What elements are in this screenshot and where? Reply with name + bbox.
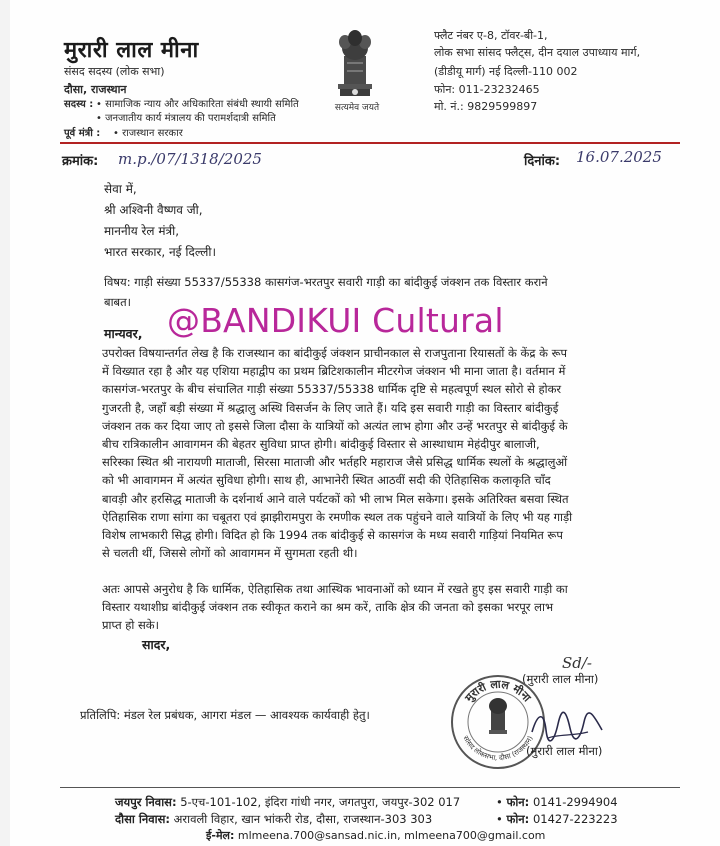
body-line: जंक्शन तक कर दिया जाए तो इससे जिला दौसा के यात्रियों को अत्यंत लाभ होगा और उन्हें भरतपुर से बांदीकुई के [102, 418, 568, 433]
subject-line: बाबत। [104, 295, 132, 309]
dausa-address: अरावली विहार, खान भांकरी रोड, दौसा, राजस्थान-303 303 [173, 812, 433, 826]
request-line: प्राप्त हो सके। [102, 618, 159, 633]
jaipur-address: 5-एच-101-102, इंदिरा गांधी नगर, जगतपुरा, जयपुर-302 017 [180, 795, 461, 809]
salutation: मान्यवर, [104, 326, 143, 341]
emblem-motto: सत्यमेव जयते [334, 103, 380, 113]
bullet-icon: • [496, 812, 503, 826]
footer-jaipur [115, 795, 460, 810]
body-line: कासगंज-भरतपुर के बीच संचालित गाड़ी संख्या 55337/55338 धार्मिक दृष्टि से महत्वपूर्ण स्थल सोरो से होकर [102, 382, 562, 397]
address-mobile: मो. नं.: 9829599897 [434, 100, 538, 113]
membership-2: • जनजातीय कार्य मंत्रालय की परामर्शदात्री समिति [96, 113, 276, 124]
former-minister: • राजस्थान सरकार [113, 128, 183, 139]
recipient-line: माननीय रेल मंत्री, [104, 224, 180, 238]
recipient-line: सेवा में, [104, 182, 137, 196]
address-line-1: फ्लैट नंबर ए-8, टॉवर-बी-1, [434, 29, 548, 42]
body-line: विशेष लाभकारी सिद्ध होगी। विदित हो कि 1994 तक बांदीकुई से कासगंज के मध्य सवारी गाड़ियां नियमित रूप [102, 528, 563, 543]
body-line: ऐतिहासिक राणा सांगा का चबूतरा एवं झाझीरामपुरा के रमणीक स्थल तक पहुंचने वाले यात्रियों के लिए भी यह गाड़ी [102, 509, 573, 524]
footer-dausa-phone [496, 812, 618, 827]
body-line: से चलती थीं, जिससे लोगों को आवागमन में सुगमता रहती थी। [102, 546, 358, 561]
email-address[interactable]: mlmeena.700@sansad.nic.in, mlmeena700@gmail.com [237, 829, 546, 842]
jaipur-label: जयपुर निवास: [115, 795, 177, 809]
body-line: उपरोक्त विषयान्तर्गत लेख है कि राजस्थान का बांदीकुई जंक्शन प्राचीनकाल से राजपुताना रियासतों के केंद्र के रूप [102, 346, 568, 360]
handwritten-signature [528, 702, 608, 750]
signatory-name-top: (मुरारी लाल मीना) [522, 672, 599, 686]
header-rule [60, 142, 680, 144]
sd-mark: Sd/- [562, 654, 592, 672]
kramank-label: क्रमांक: [62, 154, 99, 169]
body-line: बीच रात्रिकालीन आवागमन की बेहतर सुविधा प्राप्त होगी। बांदीकुई विस्तार से आस्थाधाम मेहंदीपुर बालाजी, [102, 437, 540, 452]
footer-rule [60, 787, 680, 788]
request-line: अतः आपसे अनुरोध है कि धार्मिक, ऐतिहासिक तथा आस्थिक भावनाओं को ध्यान में रखते हुए इस सवारी गाड़ी का [102, 582, 568, 596]
subject-line: विषय: गाड़ी संख्या 55337/55338 कासगंज-भरतपुर सवारी गाड़ी का बांदीकुई जंक्शन तक विस्तार कराने [104, 275, 548, 289]
bullet-icon: • [496, 795, 503, 809]
body-line: गुजरती है, जहाँ बड़ी संख्या में श्रद्धालु अस्थि विसर्जन के लिए जाते हैं। यदि इस सवारी गाड़ी का विस्तार बांदीकुई [102, 400, 559, 415]
closing: सादर, [142, 637, 171, 652]
body-line: को भी आवागमन में अत्यंत सुविधा होगी। साथ ही, आभानेरी स्थित आठवीं सदी की ऐतिहासिक कलाकृति चाँद [102, 473, 551, 488]
body-line: सरिस्का स्थित श्री नारायणी माताजी, सिरसा माताजी और भर्तहरि महाराज जैसे प्रसिद्ध धार्मिक स्थलों के श्रद्धालुओं [102, 455, 568, 470]
seal-ring-top: मुरारी लाल मीना [462, 677, 534, 705]
footer-dausa [115, 812, 432, 827]
copy-to: प्रतिलिपि: मंडल रेल प्रबंधक, आगरा मंडल — आवश्यक कार्यवाही हेतु। [80, 708, 370, 722]
recipient-line: श्री अश्विनी वैष्णव जी, [104, 203, 203, 217]
jaipur-phone: 0141-2994904 [532, 795, 618, 809]
address-phone: फोन: 011-23232465 [434, 83, 540, 96]
request-paragraph [102, 580, 638, 635]
request-line: विस्तार यथाशीघ्र बांदीकुई जंक्शन तक स्वीकृत कराने का श्रम करें, ताकि क्षेत्र की जनता को इसका भरपूर लाभ [102, 600, 554, 615]
designation: संसद सदस्य (लोक सभा) [64, 65, 165, 78]
mp-name: मुरारी लाल मीना [64, 38, 199, 63]
membership-1: • सामाजिक न्याय और अधिकारिता संबंधी स्थायी समिति [96, 99, 299, 110]
seal-ring-bottom: सांसद लोकसभा, दौसा (राजस्थान) [461, 734, 535, 763]
former-label: पूर्व मंत्री : [64, 128, 101, 139]
kramank-value: m.p./07/1318/2025 [118, 150, 262, 168]
recipient-line: भारत सरकार, नई दिल्ली। [104, 245, 217, 259]
dausa-phone: 01427-223223 [532, 812, 618, 826]
seal-emblem-icon [489, 698, 507, 734]
address-line-3: (डीडीयू मार्ग) नई दिल्ली-110 002 [434, 65, 578, 78]
jaipur-phone-label: फोन: [506, 795, 530, 809]
footer-email [206, 828, 545, 843]
dinank-value: 16.07.2025 [576, 148, 662, 166]
dausa-phone-label: फोन: [506, 812, 530, 826]
body-line: बावड़ी और हरसिद्ध माताजी के दर्शनार्थ आने वाले पर्यटकों को भी लाभ मिल सकेगा। इसके अतिरिक्त बसवा स्थित [102, 491, 569, 506]
footer-jaipur-phone [496, 795, 618, 810]
national-emblem-icon [330, 26, 380, 104]
dausa-label: दौसा निवास: [115, 812, 170, 826]
email-label: ई-मेल: [206, 829, 235, 842]
constituency: दौसा, राजस्थान [64, 83, 127, 96]
address-line-2: लोक सभा सांसद फ्लैट्स, दीन दयाल उपाध्याय मार्ग, [434, 46, 641, 59]
dinank-label: दिनांक: [524, 154, 561, 169]
body-line: में विख्यात रहा है और यह एशिया महाद्वीप का प्रथम ब्रिटिशकालीन मीटरगेज जंक्शन भी माना जाता है। वर्तमान में [102, 364, 566, 379]
member-label: सदस्य : [64, 99, 94, 110]
body-paragraph [102, 344, 638, 562]
watermark-text: @BANDIKUI Cultural [167, 301, 504, 340]
signatory-name-bottom: (मुरारी लाल मीना) [526, 744, 603, 758]
